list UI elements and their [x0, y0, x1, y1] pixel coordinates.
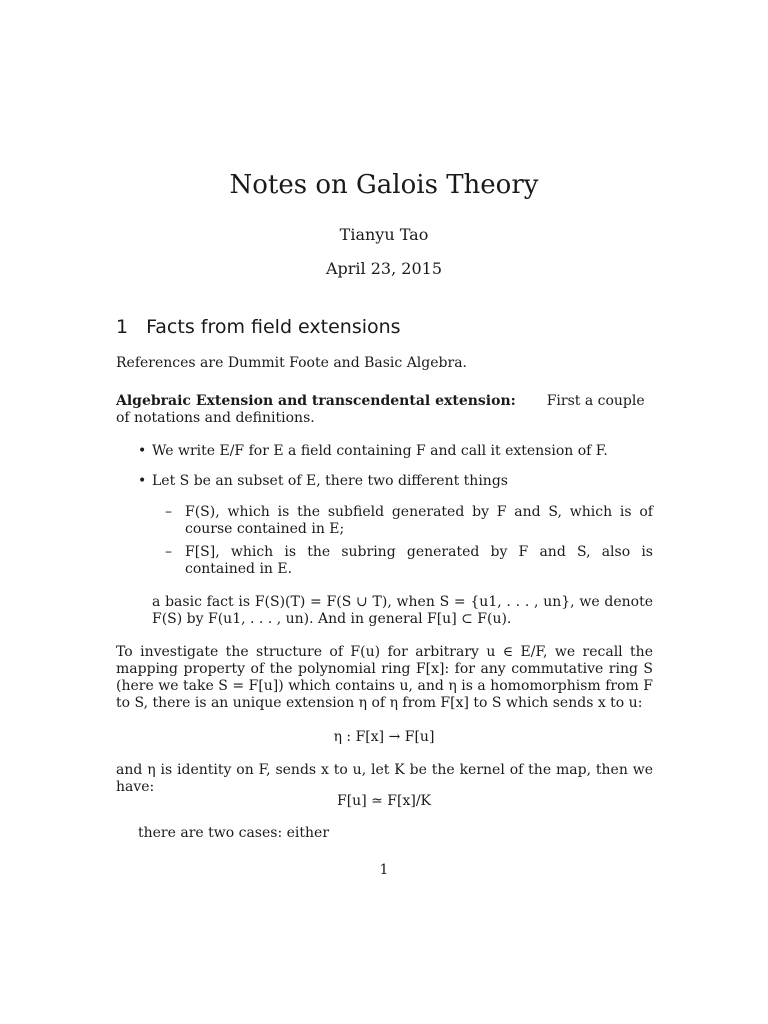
section-number: 1 — [116, 316, 129, 338]
section-title: Facts from field extensions — [146, 316, 401, 338]
references-paragraph: References are Dummit Foote and Basic Algebra. — [116, 355, 467, 371]
bullet-icon: • — [138, 473, 147, 489]
dash-icon: – — [165, 504, 172, 520]
investigate-paragraph: To investigate the structure of F(u) for arbitrary u ∈ E/F, we recall the mapping property of the polynomial ring F[x]: for any commutative ring S (here we take S = F[u]) which contains u, and η is a homomorphism from F to S, there is an unique extension η of η from F[x] to S which sends x to u: — [116, 644, 653, 711]
kernel-paragraph: and η is identity on F, sends x to u, let K be the kernel of the map, then we have: — [116, 762, 653, 795]
dash-icon: – — [165, 544, 172, 560]
definitions-paragraph — [116, 393, 653, 427]
sub-bullet-text-1: F(S), which is the subfield generated by F and S, which is of course contained in E; — [185, 504, 653, 537]
bullet-text-1: We write E/F for E a field containing F and call it extension of F. — [152, 443, 608, 459]
paragraph-intro: First a couple of notations and definitions. — [116, 393, 645, 426]
paper-date: April 23, 2015 — [325, 259, 442, 278]
bullet-icon: • — [138, 443, 147, 459]
paper-author: Tianyu Tao — [339, 225, 429, 244]
display-equation-2: F[u] ≃ F[x]/K — [337, 793, 431, 809]
paragraph-heading: Algebraic Extension and transcendental extension: — [116, 393, 516, 409]
display-equation-1: η : F[x] → F[u] — [333, 729, 435, 745]
sub-bullet-text-2: F[S], which is the subring generated by F and S, also is contained in E. — [185, 544, 653, 577]
bullet-text-2: Let S be an subset of E, there two different things — [152, 473, 508, 489]
page-number: 1 — [379, 862, 389, 878]
cases-paragraph: there are two cases: either — [138, 825, 330, 841]
basic-fact-paragraph: a basic fact is F(S)(T) = F(S ∪ T), when S = {u1, . . . , un}, we denote F(S) by F(u1, . . . , un). And in general F[u] ⊂ F(u). — [152, 594, 653, 627]
section-heading — [116, 316, 401, 338]
paper-title: Notes on Galois Theory — [229, 170, 539, 200]
